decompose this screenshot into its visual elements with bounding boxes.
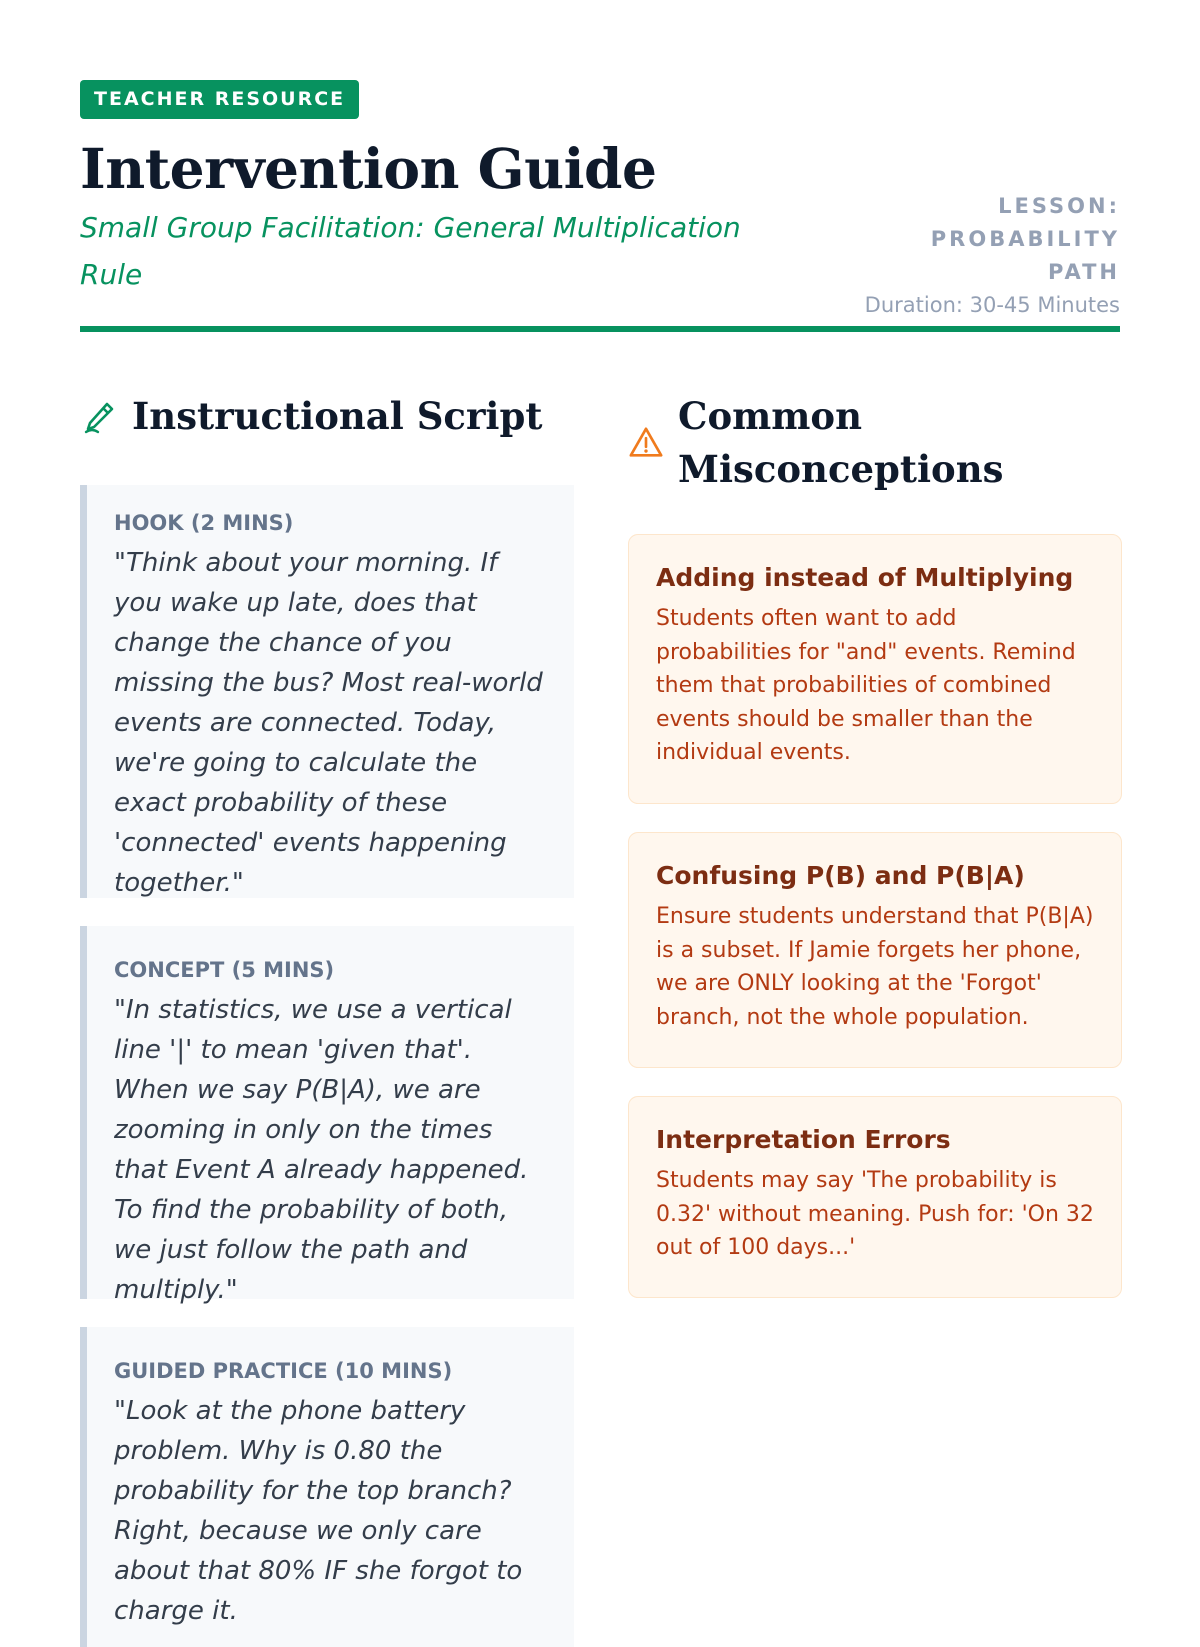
misconception-title: Interpretation Errors	[656, 1125, 951, 1154]
lesson-meta	[800, 190, 1120, 322]
misconception-card-adding	[628, 534, 1122, 804]
teacher-resource-badge: TEACHER RESOURCE	[80, 80, 359, 119]
misconception-text: Ensure students understand that P(B|A) is a subset. If Jamie forgets her phone, we are ONLY looking at the 'Forgot' branch, not the whole population.	[656, 904, 1094, 1030]
warning-triangle-icon	[628, 425, 664, 461]
misconception-card-confusing	[628, 832, 1122, 1068]
instructional-script-title: Instructional Script	[132, 394, 543, 438]
script-block-text: "Think about your morning. If you wake up late, does that change the chance of you missing the bus? Most real-world events are connected. Today, we're going to calculate the exact probability of these 'connected' events happening together."	[114, 548, 543, 898]
script-block-label: HOOK (2 MINS)	[114, 511, 294, 535]
pen-icon	[80, 398, 118, 436]
lesson-name-line1: LESSON: PROBABILITY	[930, 194, 1120, 251]
script-block-label: CONCEPT (5 MINS)	[114, 958, 335, 982]
common-misconceptions-title: Common Misconceptions	[678, 394, 1004, 491]
script-block-guided-practice	[80, 1327, 574, 1647]
page-title: Intervention Guide	[80, 136, 657, 201]
script-block-label: GUIDED PRACTICE (10 MINS)	[114, 1359, 453, 1383]
script-block-concept	[80, 926, 574, 1305]
script-block-text: "Look at the phone battery problem. Why is 0.80 the probability for the top branch? Right, because we only care about that 80% IF she forgot to charge it.	[114, 1396, 523, 1626]
script-block-text: "In statistics, we use a vertical line '|' to mean 'given that'. When we say P(B|A), we are zooming in only on the times that Event A already happened. To find the probability of both, we just follow the path and multiply."	[114, 995, 529, 1305]
misconception-title: Confusing P(B) and P(B|A)	[656, 861, 1025, 890]
common-misconceptions-heading	[628, 390, 1122, 496]
lesson-duration: Duration: 30-45 Minutes	[864, 293, 1120, 317]
misconception-text: Students often want to add probabilities for "and" events. Remind them that probabilities of combined events should be smaller than the individual events.	[656, 606, 1076, 765]
misconception-text: Students may say 'The probability is 0.32' without meaning. Push for: 'On 32 out of 100 days...'	[656, 1168, 1094, 1260]
document-header	[80, 80, 1120, 332]
lesson-name-line2: PATH	[1048, 260, 1120, 284]
misconception-title: Adding instead of Multiplying	[656, 563, 1074, 592]
script-block-hook	[80, 485, 574, 898]
instructional-script-section	[80, 390, 574, 1647]
misconception-card-interpretation	[628, 1096, 1122, 1298]
common-misconceptions-section	[628, 390, 1122, 1326]
instructional-script-heading	[80, 390, 574, 443]
page-subtitle: Small Group Facilitation: General Multiplication Rule	[80, 211, 741, 291]
